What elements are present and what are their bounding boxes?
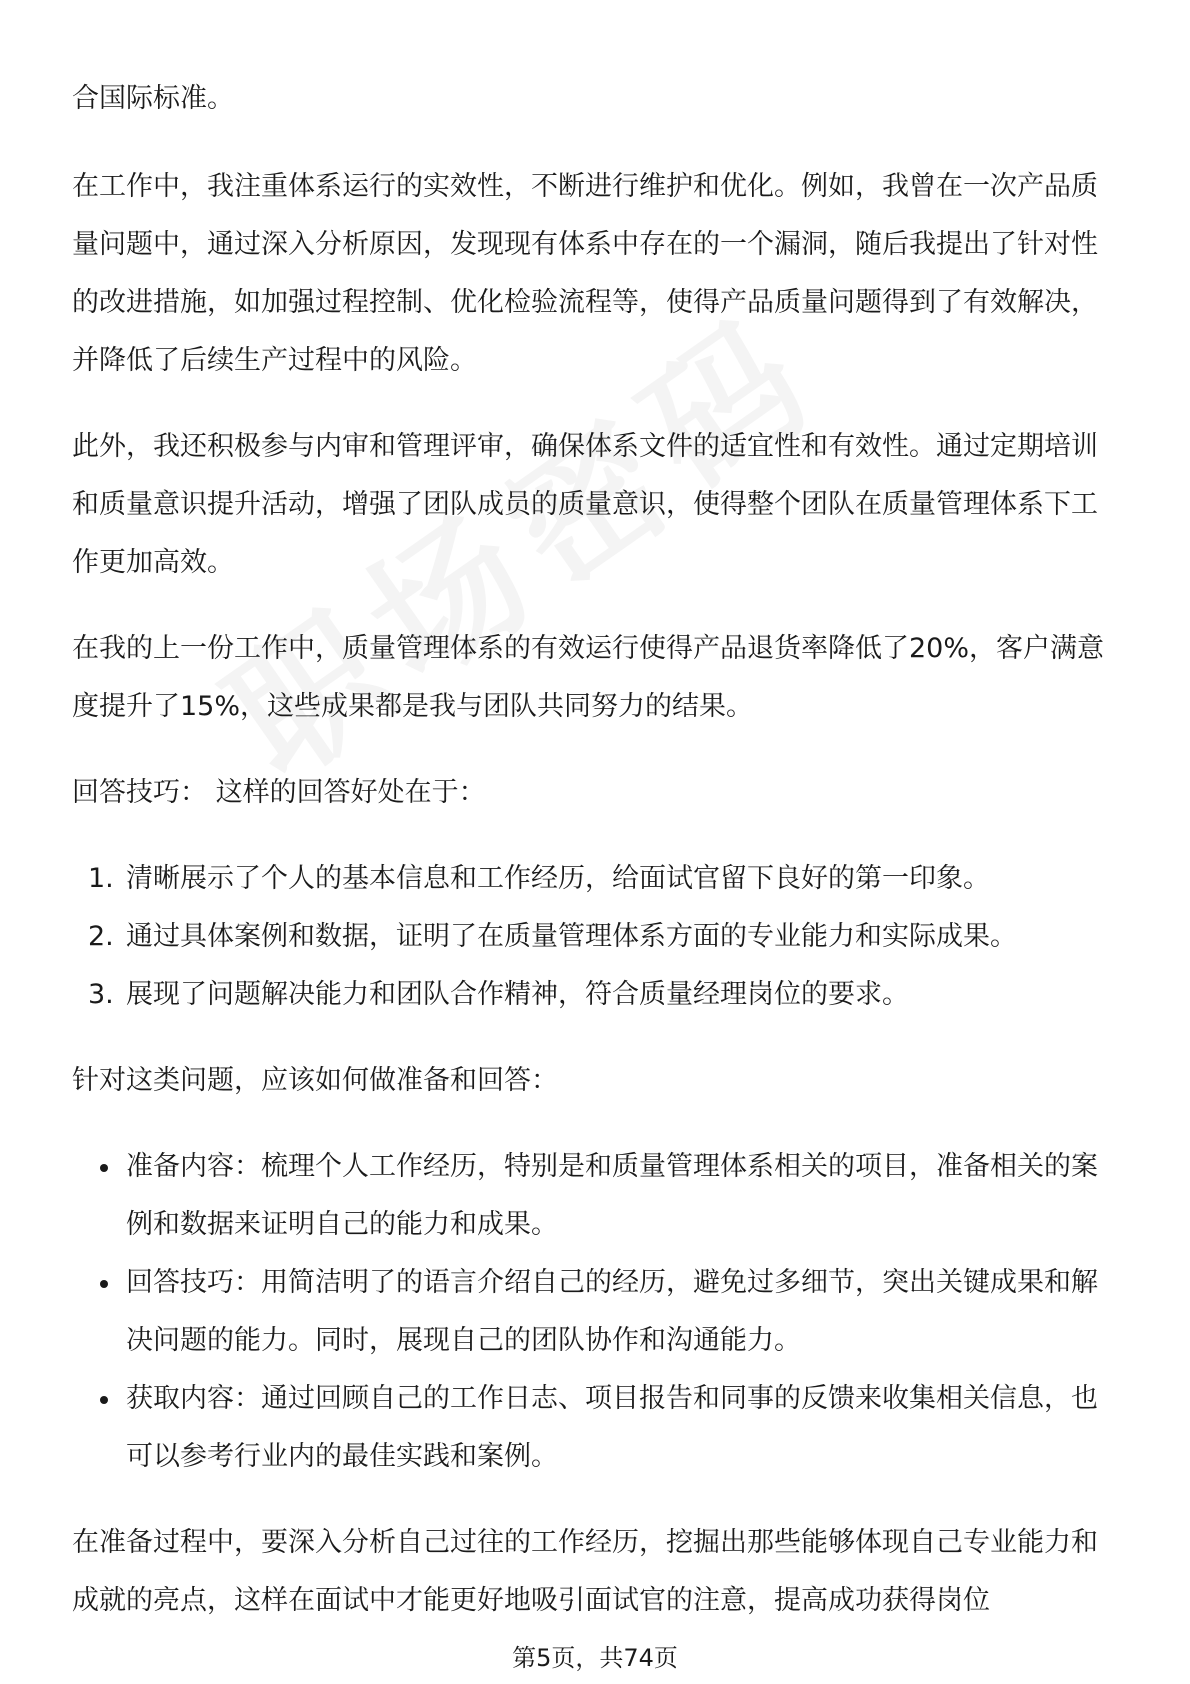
list-number: 2. [88,921,114,952]
list-item [72,1254,1122,1370]
list-number: 3. [88,979,114,1010]
list-item-text: 展现了问题解决能力和团队合作精神，符合质量经理岗位的要求。 [126,979,909,1010]
paragraph: 合国际标准。 [72,83,234,114]
document-body [72,70,1122,1658]
bullet-icon [100,1396,108,1404]
list-item-text: 清晰展示了个人的基本信息和工作经历，给面试官留下良好的第一印象。 [126,863,990,894]
list-item [72,1370,1122,1486]
paragraph: 此外，我还积极参与内审和管理评审，确保体系文件的适宜性和有效性。通过定期培训和质量意识提升活动，增强了团队成员的质量意识，使得整个团队在质量管理体系下工作更加高效。 [72,431,1098,578]
answer-tips-heading: 回答技巧： 这样的回答好处在于： [72,777,486,808]
closing-paragraph: 在准备过程中，要深入分析自己过往的工作经历，挖掘出那些能够体现自己专业能力和成就的亮点，这样在面试中才能更好地吸引面试官的注意，提高成功获得岗位 [72,1527,1098,1616]
list-item-text: 回答技巧：用简洁明了的语言介绍自己的经历，避免过多细节，突出关键成果和解决问题的能力。同时，展现自己的团队协作和沟通能力。 [126,1267,1098,1356]
bullet-list [72,1138,1122,1486]
numbered-list [72,850,1122,1024]
list-item [72,966,1122,1024]
list-item-text: 获取内容：通过回顾自己的工作日志、项目报告和同事的反馈来收集相关信息，也可以参考行业内的最佳实践和案例。 [126,1383,1098,1472]
list-item [72,1138,1122,1254]
page-number-footer: 第5页，共74页 [512,1644,678,1672]
bullet-icon [100,1280,108,1288]
paragraph: 在我的上一份工作中，质量管理体系的有效运行使得产品退货率降低了20%，客户满意度提升了15%，这些成果都是我与团队共同努力的结果。 [72,633,1105,722]
list-number: 1. [88,863,114,894]
list-item [72,850,1122,908]
list-item [72,908,1122,966]
paragraph: 在工作中，我注重体系运行的实效性，不断进行维护和优化。例如，我曾在一次产品质量问题中，通过深入分析原因，发现现有体系中存在的一个漏洞，随后我提出了针对性的改进措施，如加强过程控制、优化检验流程等，使得产品质量问题得到了有效解决，并降低了后续生产过程中的风险。 [72,171,1098,376]
prep-heading: 针对这类问题，应该如何做准备和回答： [72,1065,558,1096]
bullet-icon [100,1164,108,1172]
list-item-text: 通过具体案例和数据，证明了在质量管理体系方面的专业能力和实际成果。 [126,921,1017,952]
list-item-text: 准备内容：梳理个人工作经历，特别是和质量管理体系相关的项目，准备相关的案例和数据来证明自己的能力和成果。 [126,1151,1098,1240]
